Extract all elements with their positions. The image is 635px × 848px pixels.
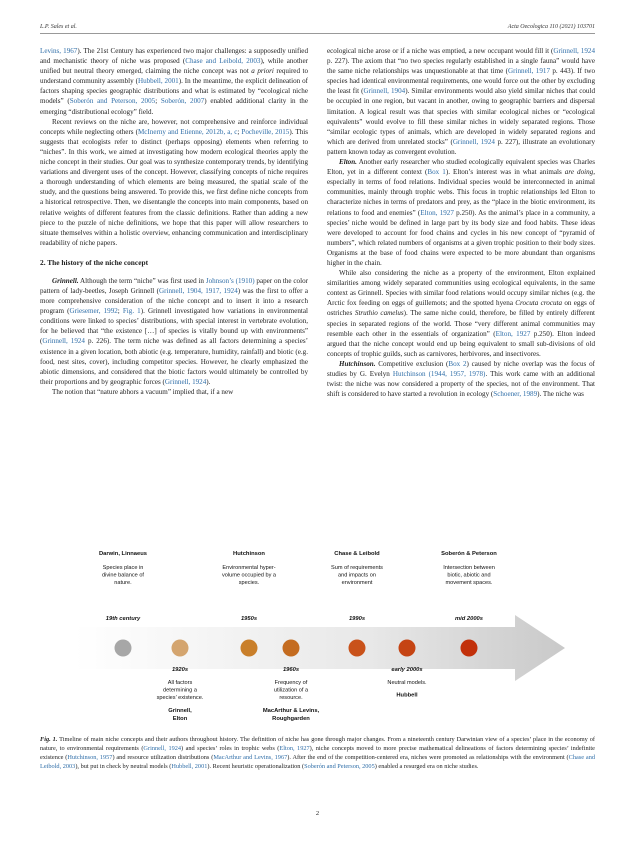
text-run: ). After the end of the competition-centered era, niches were promoted as relationships with the environment ( <box>287 754 569 761</box>
text-run: ecological niche arose or if a niche was emptied, a new occupant would fill it ( <box>327 47 554 55</box>
timeline-concept: Neutral models. <box>387 680 427 686</box>
run-in-heading: Hutchinson. <box>339 359 376 368</box>
paragraph <box>327 157 595 268</box>
text-run: While also considering the niche as a property of the environment, Elton explained similarities among widely separated communities using ecological equivalents, in the same context as Grinnell. Species with similar food relations would occupy similar niches (e.g. the Arctic fox feeding on eggs of guillemots; and the spotted hyena <box>327 269 595 308</box>
timeline-concept: Environmental hyper- <box>222 565 276 571</box>
timeline-concept: divine balance of <box>102 572 144 579</box>
citation-link[interactable]: Chase and Leibold, 2003 <box>40 754 595 770</box>
citation-link[interactable]: Box 1 <box>427 168 446 177</box>
text-run: p. 227), illustrate an evolutionary pattern known today as convergent evolution. <box>327 137 595 156</box>
text-run: ). Elton’s interest was in what animals <box>445 168 565 177</box>
citation-link[interactable]: Pocheville, 2015 <box>241 127 290 136</box>
timeline-era: 1950s <box>240 616 258 622</box>
page-number: 2 <box>315 810 320 817</box>
timeline-era: 1920s <box>171 667 189 673</box>
timeline-node <box>283 640 300 657</box>
text-run: ) was the first to offer a more comprehensive consideration of the niche concept and to insert it into a research program ( <box>40 286 309 316</box>
timeline-era: 1990s <box>348 616 366 622</box>
timeline-node <box>349 640 366 657</box>
paragraph <box>40 387 308 397</box>
timeline-era: 1960s <box>282 667 300 673</box>
text-run: ; <box>237 127 242 136</box>
citation-link[interactable]: McInerny and Etienne, 2012b, a, c <box>137 127 238 136</box>
timeline-authors: Soberón & Peterson <box>441 551 497 557</box>
citation-link[interactable]: MacArthur and Levins, 1967 <box>213 754 288 761</box>
citation-link[interactable]: Johnson’s (1910) <box>205 276 255 285</box>
timeline-arrow <box>75 615 565 681</box>
timeline-concept: utilization of a <box>273 687 309 694</box>
citation-link[interactable]: Elton, 1927 <box>420 208 454 217</box>
text-run: ) enabled additional clarity in the emerging “distributional ecology” field. <box>40 97 308 116</box>
citation-link[interactable]: Chase and Leibold, 2003 <box>185 57 261 66</box>
text-run: ). Similar environments would also yield similar niches that could be occupied in one region, but vacant in another, owing to geographic barriers and dispersal limitation. A logical result was that species with similar ecological niches or “ecological equivalents” would evolve to fill these similar niches in widely separated regions. Those “similar ecologic types of animals, which are developed in widely separated regions and which are derived from unrelated stocks” ( <box>327 87 595 146</box>
citation-link[interactable]: Grinnell, 1924 <box>42 337 85 346</box>
timeline-authors: Chase & Leibold <box>334 551 380 557</box>
timeline-node <box>461 640 478 657</box>
citation-link[interactable]: Elton, 1927 <box>495 329 531 338</box>
citation-link[interactable]: Elton, 1927 <box>279 745 310 752</box>
citation-link[interactable]: Soberón and Peterson, 2005 <box>69 97 156 106</box>
run-in-heading: Fig. 1. <box>40 736 58 743</box>
run-in-heading: Elton. <box>339 158 357 167</box>
timeline-authors: Elton <box>172 715 188 722</box>
citation-link[interactable]: Box 2 <box>448 359 467 368</box>
left-column <box>40 46 308 397</box>
text-run: Another early researcher who studied ecologically equivalent species was Charles Elton, yet in a different context ( <box>327 158 595 177</box>
timeline-node <box>399 640 416 657</box>
timeline-era: early 2000s <box>391 667 423 673</box>
timeline-authors: Grinnell, <box>168 707 192 714</box>
text-run: Recent reviews on the niche are, however, not comprehensive and reinforce individual concepts while neglecting others ( <box>40 117 308 136</box>
text-run: on eggs of ostriches <box>327 299 596 318</box>
citation-link[interactable]: Hubbell, 2001 <box>137 77 179 86</box>
timeline-authors: Hubbell <box>396 692 418 699</box>
citation-link[interactable]: Grinnell, 1924 <box>143 745 182 752</box>
timeline-node <box>172 640 189 657</box>
text-run: ). In the meantime, the explicit delineation of factors shaping species geographic distributions and what is estimated by “ecological niche models” ( <box>40 77 308 106</box>
timeline-concept: biotic, abiotic and <box>447 572 491 579</box>
text-run: ). This suggests that ecologists refer to distinct (perhaps opposing) elements when referring to “niches”. In this work, we aimed at investigating how modern ecological theories apply the niche concept in their studies. Our goal was to synthesize contemporary trends, by identifying variations and divergent uses of the concept. However, classifying concepts of niche requires a thorough understanding of which elements are being measured, the spatial scale of the study, and the questions being answered. To provide this, we first define niche concepts from a historical retrospective. Then, we disentangle the concepts into main components, based on relative weights of different features from the classic definitions. Rather than adding a new piece to the puzzle of niche definitions, we hope that this paper will allow researchers to situate themselves within a holistic overview, enhancing communication and interdisciplinary readability of niche papers. <box>40 127 308 247</box>
text-run: p. 226). The term niche was defined as all factors determining a species’ existence in a given location, both abiotic (e.g. temperature, humidity, rainfall) and biotic (e.g. food, nest sites, cover), including competitor species. However, he clearly emphasized the abiotic dimensions, and considered that the biotic factors would ultimately be controlled by their proportions and by geographic forces ( <box>40 337 308 386</box>
text-run: Timeline of main niche concepts and their authors throughout history. The definition of niche has gone through major changes. From a nineteenth century Darwinian view of a species’ place in the economy of nature, to environmental requirements ( <box>40 736 595 752</box>
text-run: ) caused by niche overlap was the focus of studies by G. Evelyn <box>327 359 595 378</box>
text-run: ) and resource utilization distributions ( <box>112 754 214 761</box>
text-run: , especially in terms of food relations. Individual species would be interconnected in animal communities, mainly through trophic webs. This focus in trophic relationships led Elton to characterize niches in terms of predators and prey, as the “place in the biotic environment, its relations to food and enemies” ( <box>327 168 595 217</box>
timeline-authors: Roughgarden <box>272 715 310 722</box>
text-run: p.250). Elton indeed argued that the niche concept would end up being equivalent to small sub-divisions of old concepts of trophic guilds, such as carnivores, herbivores, and insectivores. <box>327 329 595 358</box>
citation-link[interactable]: Hutchinson (1944, 1957, 1978) <box>392 370 486 378</box>
timeline-concept: species. <box>238 580 260 587</box>
timeline-authors: Hutchinson <box>233 551 265 557</box>
citation-link[interactable]: Hutchinson, 1957 <box>67 754 113 761</box>
timeline-concept: resource. <box>279 695 303 702</box>
text-run: ), niche concepts moved to more precise mathematical delineations of factors determining species’ indefinite existence ( <box>40 745 595 761</box>
timeline-figure <box>75 547 565 722</box>
text-run: required to understand community assembly ( <box>40 67 308 86</box>
citation-link[interactable]: Grinnell, 1904 <box>363 87 406 96</box>
paragraph <box>327 46 595 157</box>
citation-link[interactable]: Hubbell, 2001 <box>171 763 208 770</box>
text-run: ). The same niche could, therefore, be filled by entirely different species in separated regions of the world. Those “very different animal communities may resemble each other in the essentials of organization” ( <box>327 309 595 338</box>
citation-link[interactable]: Grinnell, 1924 <box>452 137 495 146</box>
text-run: ), while another unified but neutral theory emerged, claiming the niche concept was not <box>40 57 308 76</box>
citation-link[interactable]: Levins, 1967 <box>40 47 78 55</box>
running-header-authors: L.P. Sales et al. <box>40 24 77 30</box>
paragraph <box>327 268 595 359</box>
citation-link[interactable]: Schoener, 1989 <box>493 390 538 399</box>
text-run: ). The niche was <box>537 390 584 399</box>
text-run: ). Grinnell investigated how variations in environmental conditions were linked to species’ distributions, with special interest in vertebrate evolution, for he believed that “the existence […] of species is vitally bound up with environments” ( <box>40 307 308 346</box>
header-divider <box>40 33 595 34</box>
text-run: p. 227). The axiom that “no two species regularly established in a single fauna” would have the same niche relationships was unquestionable at that time ( <box>327 57 595 76</box>
run-in-heading: Grinnell. <box>52 276 79 285</box>
citation-link[interactable]: Soberón, 2007 <box>160 97 205 106</box>
text-run: ), but put in check by neutral models ( <box>75 763 172 770</box>
citation-link[interactable]: Soberón and Peterson, 2005 <box>304 763 375 770</box>
timeline-concept: Frequency of <box>274 680 308 686</box>
text-run: ; <box>155 97 161 106</box>
text-run: . This work came with an additional twist: the niche was now considered a property of the species, not of the environment. That shift is considered to have started a revolution in ecology ( <box>327 370 595 399</box>
paragraph <box>40 46 308 117</box>
italic-text: are doing <box>564 168 594 177</box>
citation-link[interactable]: Grinnell, 1924 <box>553 47 595 55</box>
text-run: ) enabled a resurged era on niche studies. <box>374 763 479 770</box>
timeline-concept: determining a <box>163 687 197 694</box>
timeline-node <box>241 640 258 657</box>
timeline-authors: Darwin, Linnaeus <box>99 551 147 557</box>
citation-link[interactable]: Fig. 1 <box>122 307 141 316</box>
text-run: ). Recent heuristic operationalization ( <box>207 763 305 770</box>
text-run: ; <box>117 307 123 316</box>
figure-caption <box>40 735 595 771</box>
timeline-concept: All factors <box>167 680 193 686</box>
text-run: Competitive exclusion ( <box>375 359 449 368</box>
italic-text: a priori <box>251 67 274 76</box>
citation-link[interactable]: Grinnell, 1904, 1917, 1924 <box>159 286 238 295</box>
section-heading: 2. The history of the niche concept <box>40 257 149 267</box>
text-run: ). The 21st Century has experienced two major challenges: a supposedly unified and mechanistic theory of niche was proposed ( <box>40 47 308 66</box>
paragraph <box>327 359 595 399</box>
text-run: p.250). As the animal’s place in a community, a species’ niche would be defined in large part by its body size and food habits. These ideas were developed to account for food chains and cycles in his new concept of “pyramid of numbers”, which related numbers of organisms at a given trophic position to their body sizes. Organisms at the base of food chains were expected to be more abundant than organisms higher in the chain. <box>327 208 596 267</box>
right-column <box>327 46 595 399</box>
citation-link[interactable]: Grinnell, 1924 <box>164 377 207 386</box>
timeline-node <box>115 640 132 657</box>
timeline-authors: MacArthur & Levins, <box>262 707 320 714</box>
timeline-concept: volume occupied by a <box>221 572 277 579</box>
citation-link[interactable]: Grinnell, 1917 <box>508 67 550 76</box>
paragraph <box>40 117 308 248</box>
italic-text: Struthio camelus <box>354 309 404 318</box>
timeline-concept: movement spaces. <box>445 580 493 587</box>
text-run: Although the term “niche” was first used in <box>78 276 206 285</box>
paragraph <box>40 276 308 387</box>
timeline-concept: Species place in <box>102 565 144 571</box>
text-run: paper on the color pattern of lady-beetles, Joseph Grinnell ( <box>40 276 308 295</box>
text-run: ). <box>206 377 211 386</box>
text-run: The notion that “nature abhors a vacuum” implied that, if a new <box>52 387 234 396</box>
timeline-concept: Sum of requirements <box>331 565 383 571</box>
timeline-concept: nature. <box>114 580 132 587</box>
text-run: ) and species’ roles in trophic webs ( <box>181 745 280 752</box>
italic-text: Crocuta crocuta <box>515 299 563 308</box>
citation-link[interactable]: Griesemer, 1992 <box>69 307 118 316</box>
text-run: p. 443). If two species had identical environmental requirements, one would force out the other by excluding the least fit ( <box>327 67 595 96</box>
timeline-concept: Intersection between <box>443 565 495 571</box>
timeline-concept: and impacts on <box>338 572 376 579</box>
timeline-era: mid 2000s <box>454 616 484 622</box>
timeline-concept: environment <box>341 580 373 587</box>
running-header-journal[interactable]: Acta Oecologica 110 (2021) 103701 <box>507 24 595 30</box>
timeline-concept: species’ existence. <box>156 695 204 702</box>
timeline-era: 19th century <box>105 616 141 622</box>
